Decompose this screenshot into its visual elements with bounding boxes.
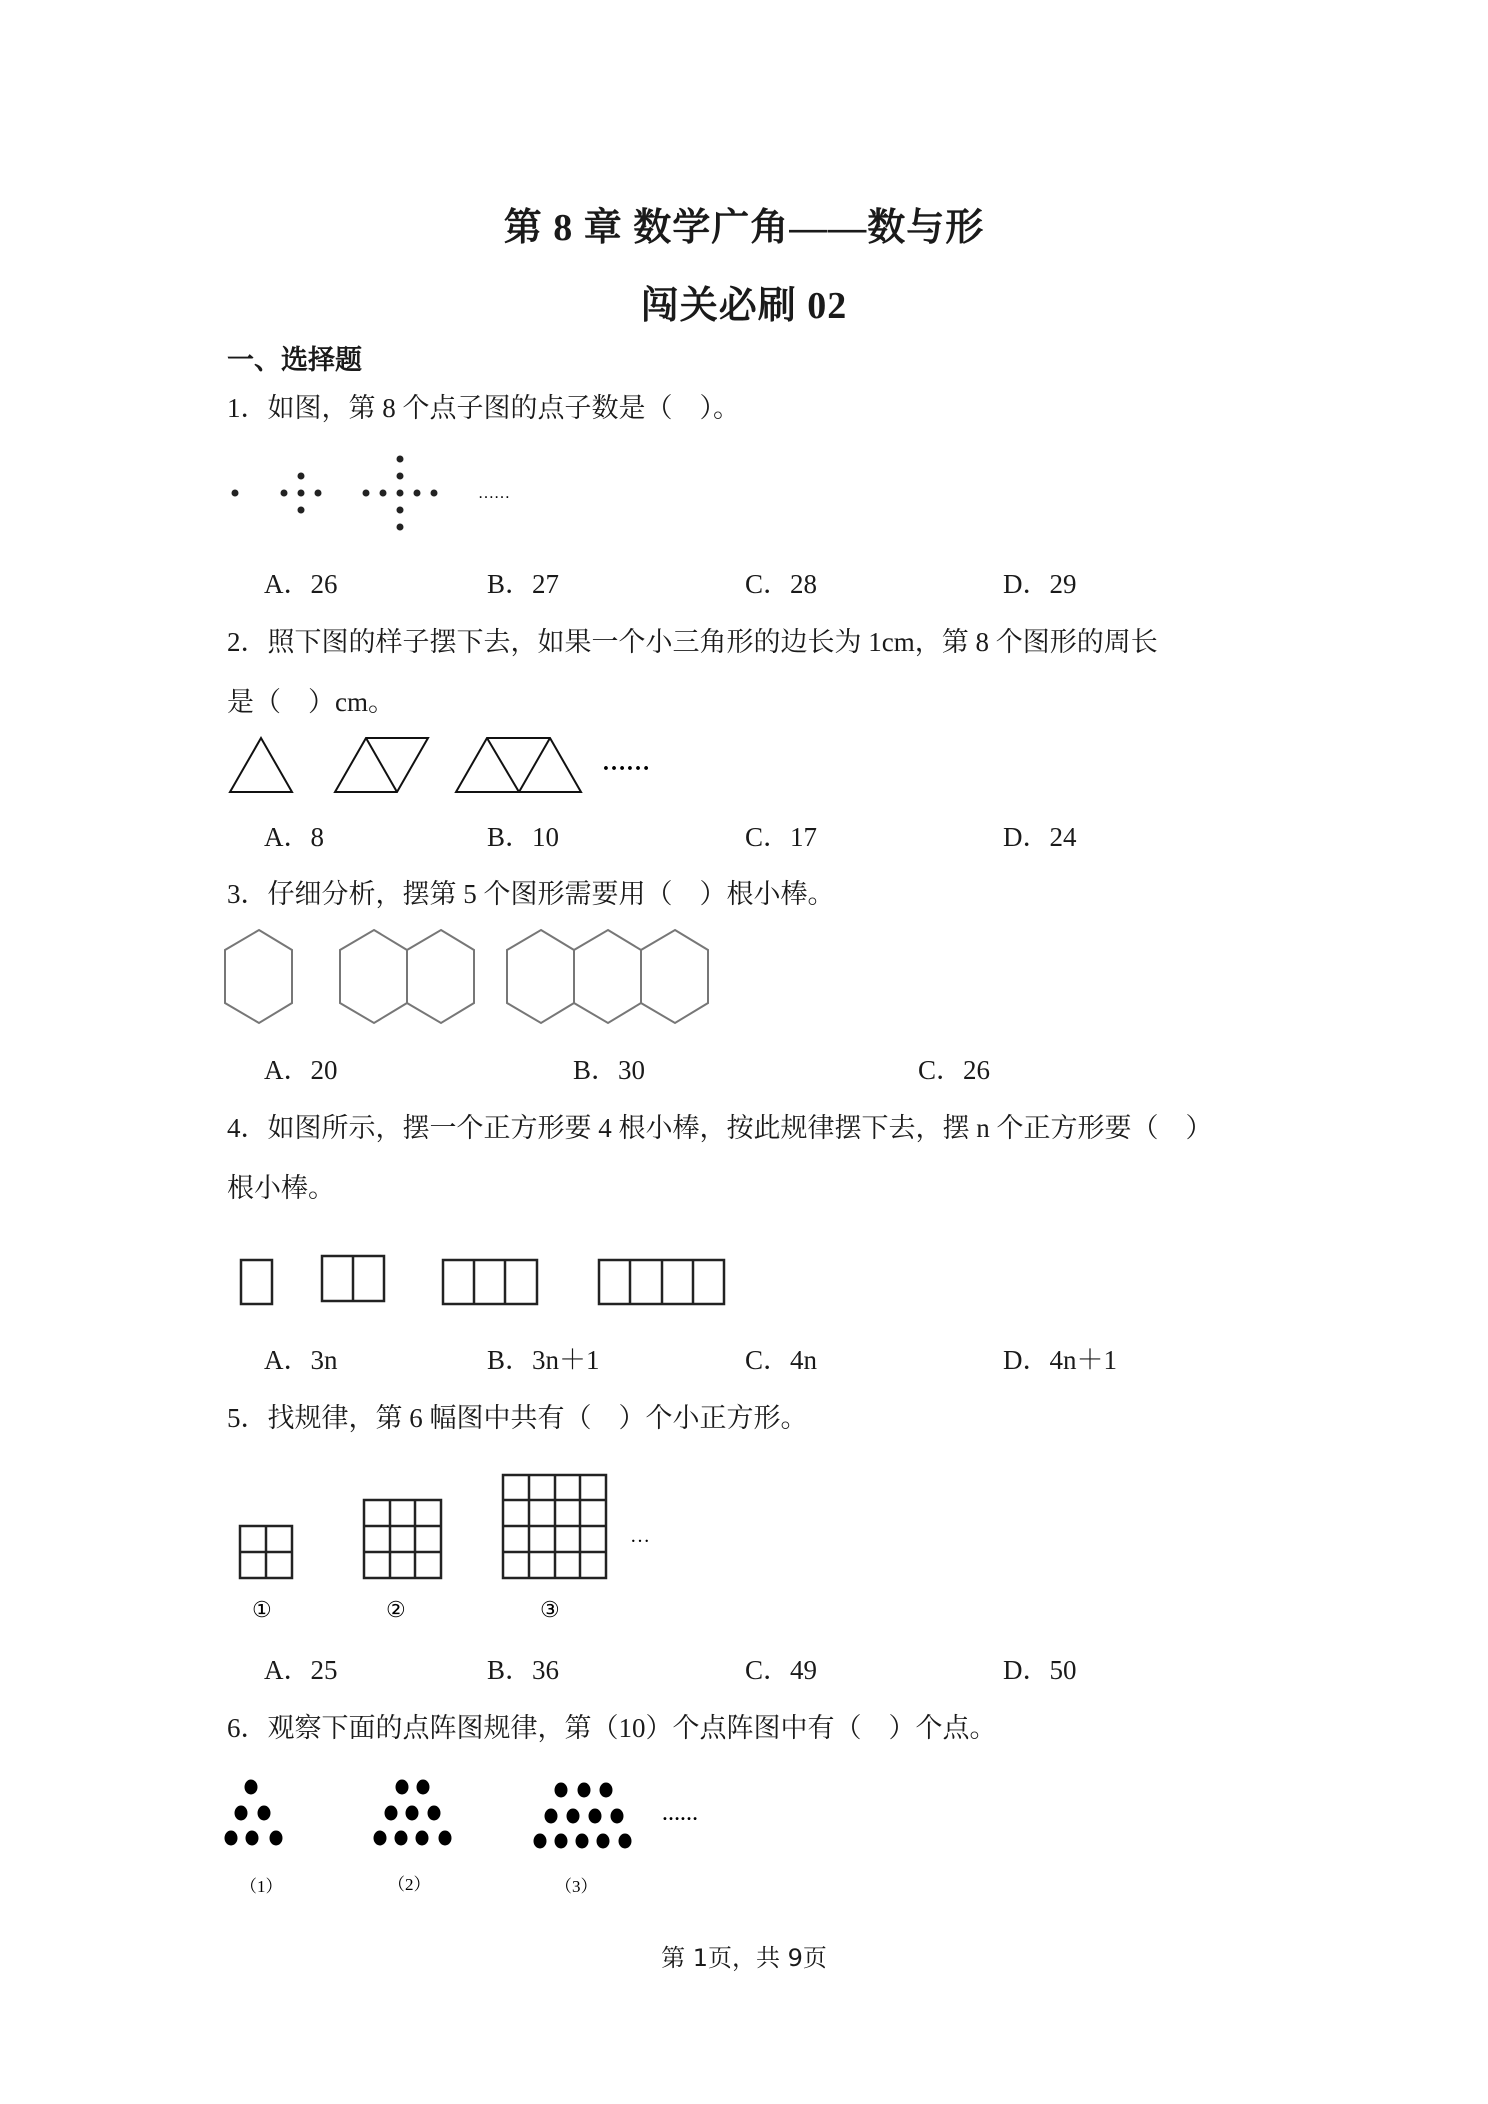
- dot: [258, 1806, 271, 1821]
- question-5-text: 5．找规律，第 6 幅图中共有（ ）个小正方形。: [227, 1403, 808, 1433]
- dot: [428, 1806, 441, 1821]
- triangle-divider: [519, 738, 550, 792]
- grid-2: [364, 1500, 441, 1578]
- option-d[interactable]: D．50: [1003, 1655, 1077, 1685]
- dot: [380, 490, 387, 497]
- square-figure-3: [443, 1260, 537, 1304]
- dot: [600, 1783, 613, 1798]
- dot: [414, 490, 421, 497]
- dot: [235, 1806, 248, 1821]
- grid-label-2: ②: [386, 1597, 406, 1622]
- question-4-text-line1: 4．如图所示，摆一个正方形要 4 根小棒，按此规律摆下去，摆 n 个正方形要（ ）: [227, 1113, 1213, 1143]
- page-footer: 第 1页，共 9页: [661, 1944, 827, 1972]
- option-a[interactable]: A．25: [264, 1655, 338, 1685]
- option-c[interactable]: C．26: [918, 1055, 991, 1085]
- dot: [576, 1834, 589, 1849]
- dot: [374, 1831, 387, 1846]
- ellipsis: ……: [602, 750, 650, 776]
- question-1-text: 1．如图，第 8 个点子图的点子数是（ ）。: [227, 393, 740, 423]
- dot: [315, 490, 322, 497]
- page-subtitle: 闯关必刷 02: [640, 285, 848, 327]
- option-b[interactable]: B．3n＋1: [487, 1345, 600, 1375]
- square-figure-1: [241, 1260, 272, 1304]
- option-c[interactable]: C．4n: [745, 1345, 818, 1375]
- dot: [298, 490, 305, 497]
- question-3-text: 3．仔细分析，摆第 5 个图形需要用（ ）根小棒。: [227, 879, 835, 909]
- dot: [298, 473, 305, 480]
- dot: [416, 1831, 429, 1846]
- dot: [395, 1831, 408, 1846]
- section-heading: 一、选择题: [227, 345, 362, 375]
- question-6-figure: [210, 1720, 910, 1900]
- option-c[interactable]: C．49: [745, 1655, 818, 1685]
- dot: [397, 473, 404, 480]
- triangle-divider: [487, 738, 519, 792]
- option-d[interactable]: D．29: [1003, 569, 1077, 599]
- dot: [567, 1809, 580, 1824]
- option-b[interactable]: B．36: [487, 1655, 560, 1685]
- dot: [417, 1780, 430, 1795]
- question-2-text-line2: 是（ ）cm。: [227, 687, 395, 717]
- dot: [534, 1834, 547, 1849]
- option-a[interactable]: A．8: [264, 822, 324, 852]
- dot: [232, 490, 239, 497]
- option-a[interactable]: A．3n: [264, 1345, 338, 1375]
- question-1-figure: [210, 430, 610, 550]
- dot: [245, 1780, 258, 1795]
- option-a[interactable]: A．20: [264, 1055, 338, 1085]
- dot: [397, 524, 404, 531]
- ellipsis: …: [630, 1525, 650, 1547]
- option-d[interactable]: D．24: [1003, 822, 1077, 852]
- dot: [611, 1809, 624, 1824]
- dot: [555, 1783, 568, 1798]
- dot: [406, 1806, 419, 1821]
- dot: [225, 1831, 238, 1846]
- dot: [545, 1809, 558, 1824]
- triangle-figure-1: [230, 738, 292, 792]
- dot: [397, 507, 404, 514]
- dot: [246, 1831, 259, 1846]
- triangle-figure-3: [456, 738, 581, 792]
- hexagon: [574, 930, 641, 1023]
- dot: [270, 1831, 283, 1846]
- option-b[interactable]: B．10: [487, 822, 560, 852]
- dot-label-3: （3）: [555, 1877, 598, 1896]
- page-title: 第 8 章 数学广角——数与形: [503, 207, 985, 249]
- dot: [597, 1834, 610, 1849]
- option-b[interactable]: B．27: [487, 569, 560, 599]
- option-b[interactable]: B．30: [573, 1055, 646, 1085]
- hexagon: [225, 930, 292, 1023]
- hexagon: [340, 930, 407, 1023]
- question-4-figure: [210, 1230, 960, 1330]
- dot: [431, 490, 438, 497]
- ellipsis: ……: [478, 485, 510, 502]
- dot: [298, 507, 305, 514]
- ellipsis: ……: [662, 1804, 698, 1824]
- hexagon: [407, 930, 474, 1023]
- grid-label-3: ③: [540, 1597, 560, 1622]
- dot: [578, 1783, 591, 1798]
- question-4-text-line2: 根小棒。: [227, 1173, 335, 1203]
- dot: [397, 490, 404, 497]
- question-3-figure: [210, 920, 910, 1050]
- option-d[interactable]: D．4n＋1: [1003, 1345, 1117, 1375]
- option-c[interactable]: C．17: [745, 822, 818, 852]
- dot: [589, 1809, 602, 1824]
- dot: [555, 1834, 568, 1849]
- dot: [397, 456, 404, 463]
- hexagon: [507, 930, 574, 1023]
- hexagon: [641, 930, 708, 1023]
- dot-label-1: （1）: [240, 1877, 283, 1896]
- question-5-figure: [210, 1460, 710, 1640]
- dot: [619, 1834, 632, 1849]
- dot-label-2: （2）: [388, 1875, 431, 1894]
- dot: [363, 490, 370, 497]
- question-2-text-line1: 2．照下图的样子摆下去，如果一个小三角形的边长为 1cm，第 8 个图形的周长: [227, 627, 1158, 657]
- triangle-divider: [366, 738, 397, 792]
- grid-label-1: ①: [252, 1597, 272, 1622]
- dot: [385, 1806, 398, 1821]
- dot: [439, 1831, 452, 1846]
- dot: [396, 1780, 409, 1795]
- option-c[interactable]: C．28: [745, 569, 818, 599]
- question-2-figure: [210, 700, 710, 800]
- dot: [281, 490, 288, 497]
- option-a[interactable]: A．26: [264, 569, 338, 599]
- question-6-text: 6．观察下面的点阵图规律，第（10）个点阵图中有（ ）个点。: [227, 1713, 997, 1743]
